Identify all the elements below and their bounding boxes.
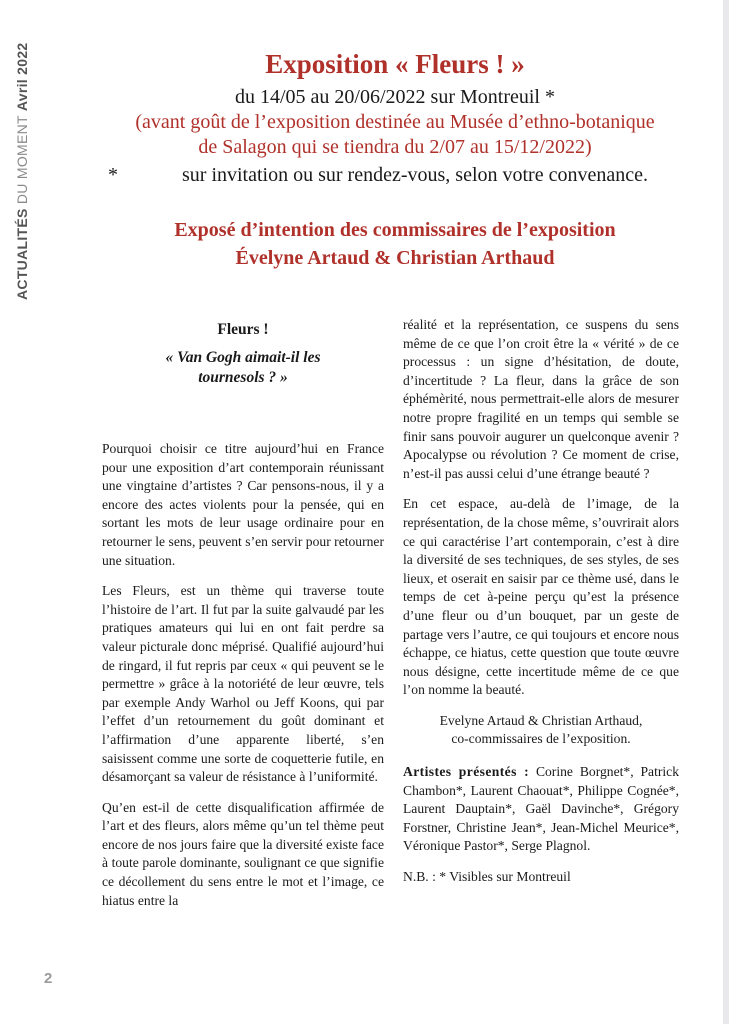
side-label-section: ACTUALITÉS — [14, 208, 30, 300]
side-label-issue: Avril 2022 — [14, 42, 30, 112]
preview-line-1: (avant goût de l’exposition destinée au Musée d’ethno-botanique — [135, 111, 655, 133]
preview-line-2: de Salagon qui se tiendra du 2/07 au 15/12/2022) — [198, 136, 592, 158]
curators-names: Évelyne Artaud & Christian Arthaud — [235, 247, 555, 269]
exhibition-dates: du 14/05 au 20/06/2022 sur Montreuil * — [235, 86, 555, 108]
exhibition-title: Exposition « Fleurs ! » — [265, 49, 525, 79]
curators-signature — [403, 712, 679, 749]
artists-label: Artistes présentés : — [403, 764, 530, 780]
paragraph: Pourquoi choisir ce titre aujourd’hui en France pour une exposition d’art contemporain réunissant une vingtaine d’artistes ? Car pensons-nous, il y a encore des actes violents pour la pensée, qui en sortant les mots de leur usage ordinaire pour en retourner le sens, peuvent s’en servir pour retourner une situation. — [102, 441, 384, 568]
article-left-column — [102, 320, 384, 922]
paragraph: réalité et la représentation, ce suspens du sens même de ce que l’on croit être la « vérité » de ce processus : un signe d’hésitation, de doute, d’incertitude ? La fleur, dans la grâce de son éphémèrité, nous permettrait-elle alors de mesurer notre propre fragilité en un temps qui semble se finir sans pouvoir augurer un quelconque avenir ? Apocalypse ou révolution ? Ce moment de crise, n’est-il pas aussi celui d’une étrange beauté ? — [403, 317, 679, 481]
section-side-label — [14, 40, 36, 300]
artists-names: Corine Borgnet*, Patrick Chambon*, Laurent Chaouat*, Philippe Cognée*, Laurent Dauptain*, Gaël Davinche*, Grégory Forstner, Christine Jean*, Jean-Michel Meurice*, Véronique Pastor*, Serge Plagnol. — [403, 764, 680, 854]
invitation-asterisk: * — [108, 164, 118, 186]
page-number: 2 — [44, 970, 53, 987]
signature-names: Evelyne Artaud & Christian Arthaud, — [439, 712, 643, 728]
side-label-subsection: DU MOMENT — [14, 115, 30, 205]
paragraph: Qu’en est-il de cette disqualification affirmée de l’art et des fleurs, alors même qu’un tel thème peut encore de nos jours faire que la diversité existe face à toute parole dominante, soulignant ce que signifie ce décollement du sens entre le mot et l’image, ce hiatus entre la — [102, 799, 384, 908]
signature-role: co-commissaires de l’exposition. — [451, 731, 631, 747]
article-right-column — [403, 316, 679, 899]
invitation-note — [80, 162, 710, 188]
article-heading: Fleurs ! — [217, 321, 269, 338]
curators-intent-heading — [80, 216, 710, 272]
article-subheading: « Van Gogh aimait-il les tournesols ? » — [165, 349, 321, 386]
paragraph: Les Fleurs, est un thème qui traverse toute l’histoire de l’art. Il fut par la suite galvaudé par les pratiques amateurs qui lui en ont fait perdre sa valeur picturale donc méprisé. Qualifié aujourd’hui de ringard, il fut repris par ceux « qui peuvent se le permettre » grâce à la notoriété de leur œuvre, tels par exemple Andy Warhol ou Jeff Koons, qui par l’effet d’un retournement du goût dominant et l’affirmation d’une apparente liberté, s’en saisissent comme une sorte de coquetterie futile, en désamorçant sa valeur de résistance à l’uniformité. — [102, 583, 384, 785]
exhibition-header — [80, 48, 710, 188]
invitation-text: sur invitation ou sur rendez-vous, selon votre convenance. — [182, 164, 648, 186]
intent-title: Exposé d’intention des commissaires de l’exposition — [174, 219, 616, 241]
paragraph: En cet espace, au-delà de l’image, de la représentation, de la chose même, s’ouvrirait alors ce qui caractérise l’art contemporain, c’est à dire la diversité de ses techniques, de ses styles, de ses lieux, et oserait en saisir par ce thème usé, dans le temps de cet à-peine perçu qu’est la présence d’une fleur ou d’un bouquet, par un geste de partage vers l’autre, ce qui toujours et encore nous échappe, ce hiatus, cette question que toute œuvre nous désigne, cette incertitude même de ce que l’on nomme la beauté. — [403, 496, 679, 698]
artists-list — [403, 763, 679, 856]
footnote-nb: N.B. : * Visibles sur Montreuil — [403, 869, 571, 885]
